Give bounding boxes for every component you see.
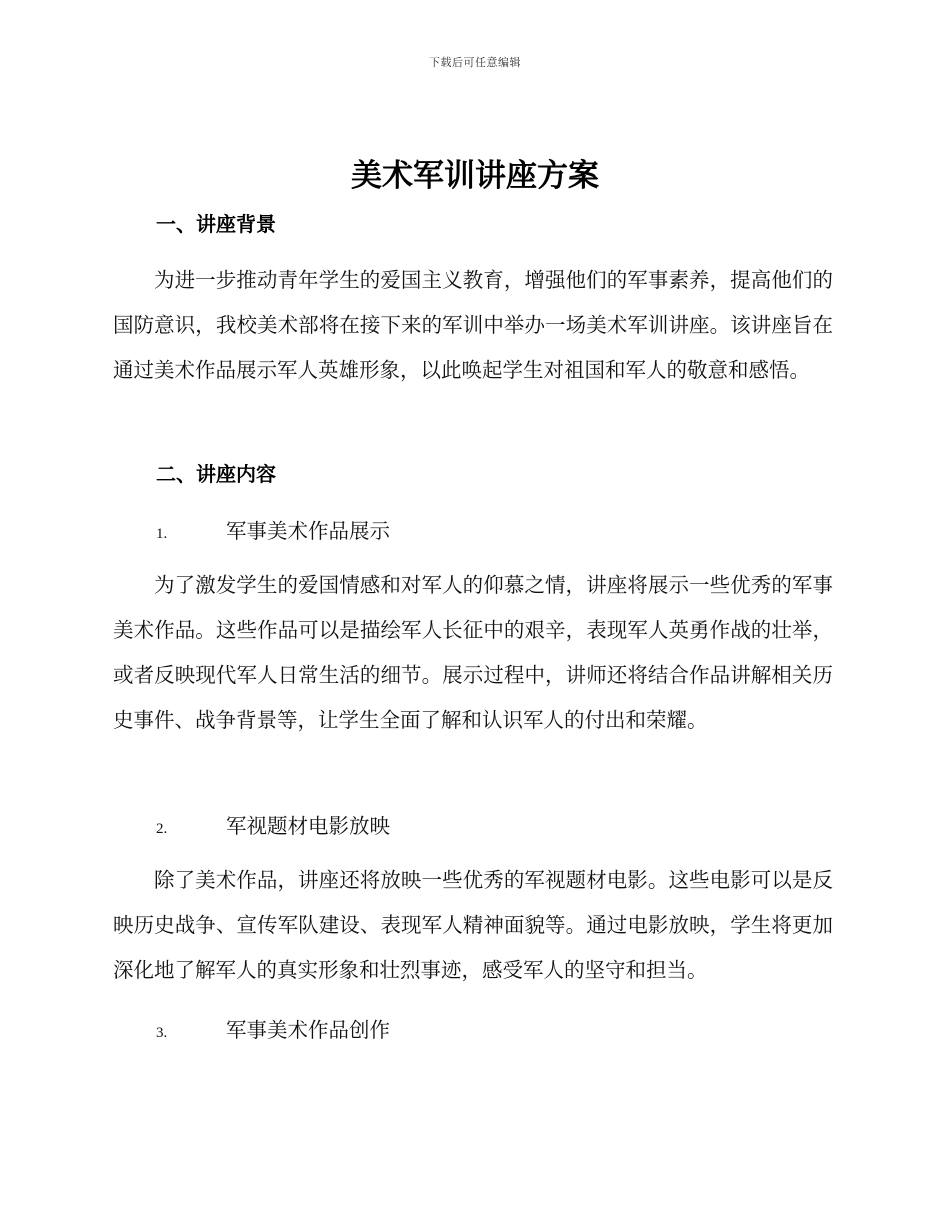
list-item-title: 军事美术作品创作 [226,1018,390,1042]
section-heading-content: 二、讲座内容 [156,462,276,486]
list-number: 3. [156,1025,168,1041]
list-item-2 [156,809,390,839]
list-number: 1. [156,526,168,542]
paragraph-item-1: 为了激发学生的爱国情感和对军人的仰慕之情，讲座将展示一些优秀的军事美术作品。这些作品可以是描绘军人长征中的艰辛，表现军人英勇作战的壮举，或者反映现代军人日常生活的细节。展示过程中，讲师还将结合作品讲解相关历史事件、战争背景等，让学生全面了解和认识军人的付出和荣耀。 [113,573,833,732]
header-note: 下载后可任意编辑 [429,56,521,69]
list-item-title: 军事美术作品展示 [226,519,390,543]
document-title: 美术军训讲座方案 [351,158,599,194]
list-item-title: 军视题材电影放映 [226,814,390,838]
paragraph-background: 为进一步推动青年学生的爱国主义教育，增强他们的军事素养，提高他们的国防意识，我校美术部将在接下来的军训中举办一场美术军训讲座。该讲座旨在通过美术作品展示军人英雄形象，以此唤起学生对祖国和军人的敬意和感悟。 [113,268,833,382]
paragraph-item-2: 除了美术作品，讲座还将放映一些优秀的军视题材电影。这些电影可以是反映历史战争、宣传军队建设、表现军人精神面貌等。通过电影放映，学生将更加深化地了解军人的真实形象和壮烈事迹，感受军人的坚守和担当。 [113,868,833,982]
section-heading-background: 一、讲座背景 [156,212,276,236]
list-number: 2. [156,821,168,837]
list-item-1 [156,514,390,544]
list-item-3 [156,1013,390,1043]
